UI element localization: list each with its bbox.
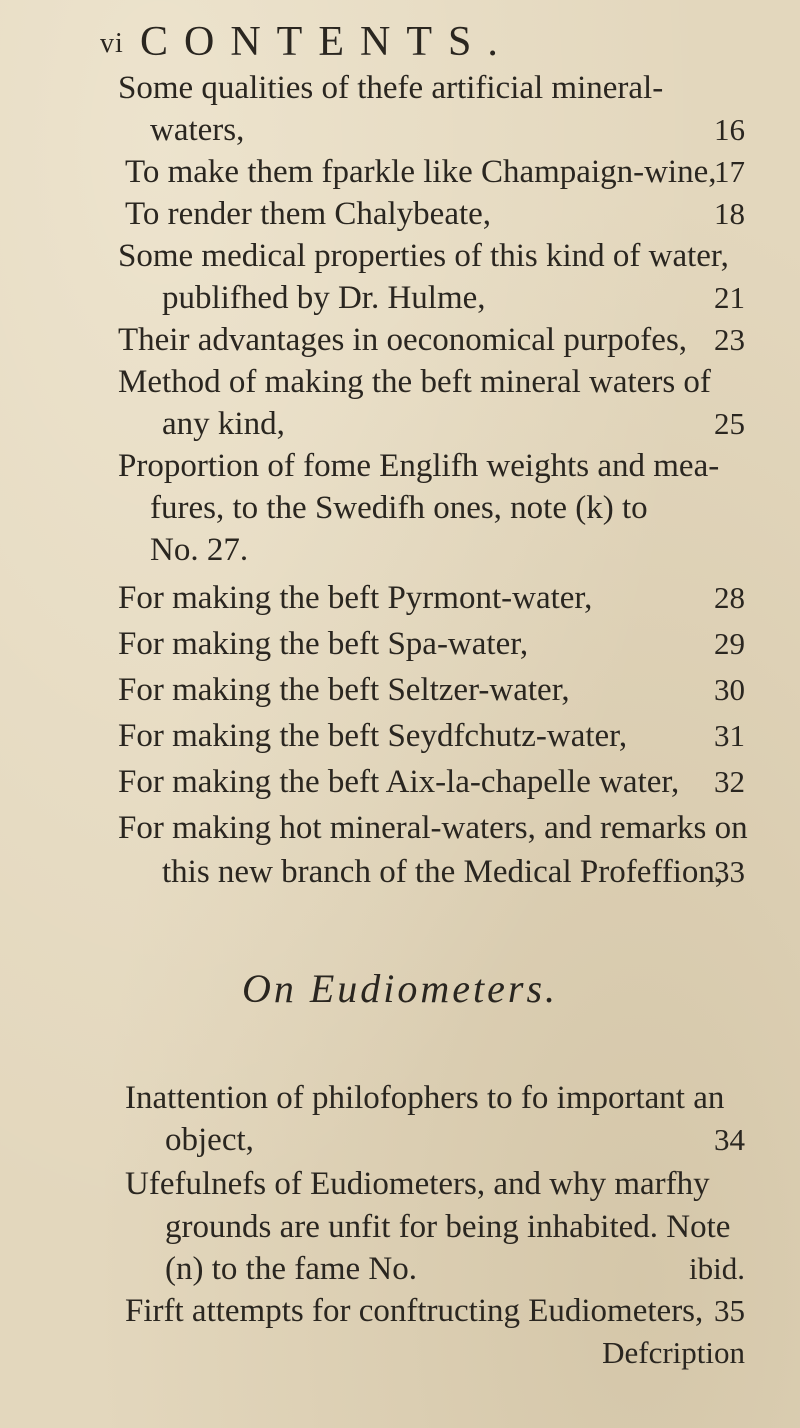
entry-page: ibid.	[689, 1251, 745, 1286]
list-item	[0, 808, 800, 848]
entry-text: (n) to the fame No.	[165, 1251, 417, 1287]
entry-text: Method of making the beft mineral waters of	[118, 364, 711, 400]
entry-page: 16	[714, 112, 745, 147]
entry-text: Their advantages in oeconomical purpofes,	[118, 322, 688, 358]
list-item	[0, 1333, 800, 1373]
entry-page: 30	[714, 672, 745, 707]
entry-page: 17	[714, 154, 745, 189]
entry-text: publifhed by Dr. Hulme,	[162, 280, 486, 316]
entry-text: Some medical properties of this kind of water,	[118, 238, 729, 274]
list-item	[0, 1291, 800, 1331]
list-item	[0, 110, 800, 150]
entry-text: For making hot mineral-waters, and remarks on	[118, 810, 748, 846]
entry-text: To make them fparkle like Champaign-wine,	[125, 154, 717, 190]
entry-text: Ufefulnefs of Eudiometers, and why marfhy	[125, 1166, 710, 1202]
entry-page: 33	[714, 854, 745, 889]
list-item	[0, 488, 800, 528]
list-item	[0, 1207, 800, 1247]
entry-text: this new branch of the Medical Profeffion,	[162, 854, 724, 890]
entry-text: For making the beft Pyrmont-water,	[118, 580, 593, 616]
page-number: vi	[100, 28, 124, 59]
entry-page: 35	[714, 1293, 745, 1328]
entry-page: 18	[714, 196, 745, 231]
page-header	[100, 18, 720, 64]
list-item	[0, 578, 800, 618]
entry-text: For making the beft Seltzer-water,	[118, 672, 570, 708]
entry-text: For making the beft Aix-la-chapelle water,	[118, 764, 680, 800]
list-item	[0, 624, 800, 664]
list-item	[0, 362, 800, 402]
entry-page: 29	[714, 626, 745, 661]
list-item	[0, 446, 800, 486]
list-item	[0, 404, 800, 444]
running-head: CONTENTS.	[140, 19, 514, 65]
entry-text: Firft attempts for conftructing Eudiometers,	[125, 1293, 704, 1329]
entry-text: object,	[165, 1122, 254, 1158]
list-item	[0, 236, 800, 276]
entry-page: 25	[714, 406, 745, 441]
list-item	[0, 1120, 800, 1160]
entry-text: fures, to the Swedifh ones, note (k) to	[150, 490, 648, 526]
catchword: Defcription	[602, 1335, 745, 1370]
list-item	[0, 716, 800, 756]
entry-text: Inattention of philofophers to fo important an	[125, 1080, 725, 1116]
entry-text: For making the beft Seydfchutz-water,	[118, 718, 628, 754]
entry-text: No. 27.	[150, 532, 249, 568]
list-item	[0, 1078, 800, 1118]
list-item	[0, 530, 800, 570]
list-item	[0, 852, 800, 892]
entry-page: 34	[714, 1122, 745, 1157]
list-item	[0, 278, 800, 318]
entry-text: grounds are unfit for being inhabited. Note	[165, 1209, 731, 1245]
entry-text: any kind,	[162, 406, 285, 442]
entry-page: 23	[714, 322, 745, 357]
entry-page: 21	[714, 280, 745, 315]
entry-text: waters,	[150, 112, 245, 148]
entry-text: Some qualities of thefe artificial mineral-	[118, 70, 664, 106]
list-item	[0, 194, 800, 234]
entry-page: 28	[714, 580, 745, 615]
entry-page: 32	[714, 764, 745, 799]
list-item	[0, 68, 800, 108]
list-item	[0, 670, 800, 710]
list-item	[0, 1249, 800, 1289]
entry-text: For making the beft Spa-water,	[118, 626, 529, 662]
entry-text: To render them Chalybeate,	[125, 196, 492, 232]
section-title: On Eudiometers.	[241, 966, 559, 1011]
list-item	[0, 152, 800, 192]
list-item	[0, 762, 800, 802]
list-item	[0, 320, 800, 360]
list-item	[0, 1164, 800, 1204]
entry-page: 31	[714, 718, 745, 753]
entry-text: Proportion of fome Englifh weights and mea-	[118, 448, 720, 484]
